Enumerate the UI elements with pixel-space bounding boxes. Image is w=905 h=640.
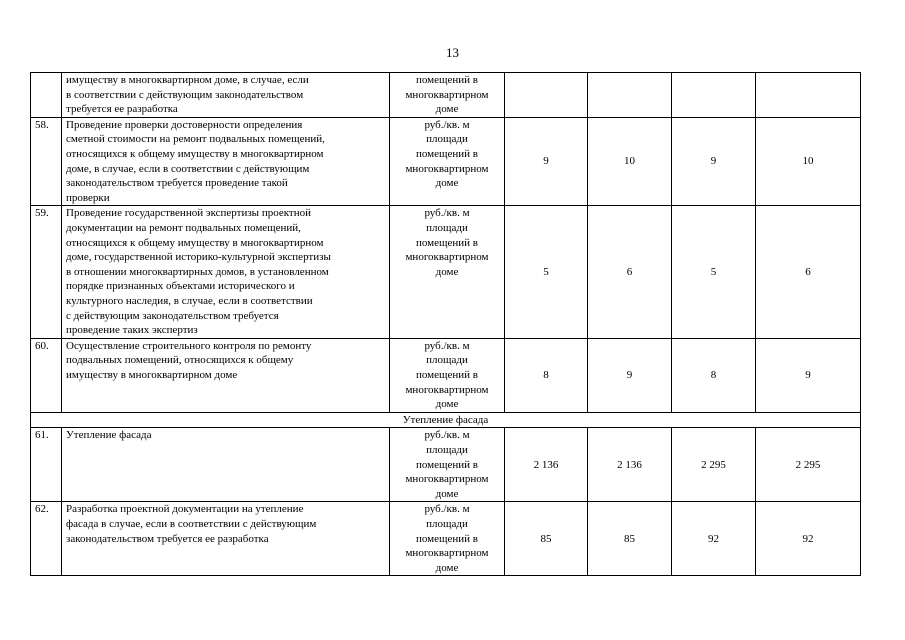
unit-line: руб./кв. м [424,503,470,516]
description-line: имуществу в многоквартирном доме, в случае, если [66,74,309,86]
table-row [31,117,861,206]
item-description [62,428,390,502]
item-description [62,206,390,338]
description-line: Утепление фасада [66,429,152,442]
item-description [62,73,390,118]
table-row [31,502,861,576]
unit-of-measure [390,338,505,412]
item-number: 58. [31,117,62,206]
description-line: с действующим законодательством требуется [66,309,279,322]
value-cell: 9 [756,338,861,412]
value-cell: 92 [756,502,861,576]
unit-line: помещений в [416,458,478,471]
description-line: фасада в случае, если в соответствии с действующим [66,517,317,530]
value-cell: 9 [588,338,672,412]
description-line: законодательством требуется проведение такой [66,177,288,190]
unit-line: многоквартирном [405,162,489,175]
description-line: в отношении многоквартирных домов, в установленном [66,265,329,278]
unit-of-measure [390,117,505,206]
unit-line: многоквартирном [405,251,489,264]
item-number [31,73,62,118]
value-cell: 2 136 [588,428,672,502]
unit-line: помещений в [416,368,478,381]
unit-line: доме [435,177,459,190]
description-line: сметной стоимости на ремонт подвальных помещений, [66,133,325,146]
unit-line: многоквартирном [405,383,489,396]
value-cell: 85 [588,502,672,576]
value-cell [505,73,588,118]
section-row [31,412,861,428]
item-number: 61. [31,428,62,502]
description-line: Осуществление строительного контроля по ремонту [66,339,312,352]
value-cell: 2 295 [672,428,756,502]
description-line: требуется ее разработка [66,103,178,116]
value-cell: 92 [672,502,756,576]
description-line: проверки [66,191,110,204]
section-title: Утепление фасада [31,412,861,428]
table-row [31,73,861,118]
unit-line: многоквартирном [405,473,489,486]
value-cell: 5 [672,206,756,338]
unit-line: доме [435,103,459,116]
unit-line: руб./кв. м [424,429,470,442]
value-cell [588,73,672,118]
description-line: имуществу в многоквартирном доме [66,368,238,381]
unit-line: площади [426,354,468,367]
description-line: Проведение государственной экспертизы проектной [66,207,312,220]
item-description [62,117,390,206]
unit-line: площади [426,443,468,456]
table-row [31,428,861,502]
unit-line: помещений в [416,532,478,545]
value-cell: 2 136 [505,428,588,502]
unit-of-measure [390,502,505,576]
value-cell: 8 [505,338,588,412]
unit-line: руб./кв. м [424,118,470,131]
value-cell: 9 [672,117,756,206]
description-line: Проведение проверки достоверности определения [66,118,303,131]
description-line: относящихся к общему имуществу в многоквартирном [66,147,324,160]
item-description [62,502,390,576]
value-cell: 6 [588,206,672,338]
description-line: проведение таких экспертиз [66,324,198,337]
unit-line: доме [435,487,459,500]
value-cell: 9 [505,117,588,206]
value-cell [756,73,861,118]
value-cell: 85 [505,502,588,576]
value-cell [672,73,756,118]
unit-line: помещений в [416,236,478,249]
tariff-table [30,72,861,576]
unit-line: площади [426,133,468,146]
value-cell: 10 [756,117,861,206]
item-number: 60. [31,338,62,412]
table-row [31,338,861,412]
description-line: порядке признанных объектами исторического и [66,280,295,293]
unit-line: доме [435,398,459,411]
table-row [31,206,861,338]
description-line: в соответствии с действующим законодательством [66,88,304,101]
item-description [62,338,390,412]
unit-line: многоквартирном [405,88,489,101]
item-number: 62. [31,502,62,576]
description-line: относящихся к общему имуществу в многоквартирном [66,236,324,249]
description-line: культурного наследия, в случае, если в соответствии [66,294,313,307]
unit-line: площади [426,221,468,234]
unit-of-measure [390,206,505,338]
unit-line: многоквартирном [405,547,489,560]
unit-of-measure [390,73,505,118]
description-line: Разработка проектной документации на утепление [66,503,304,516]
value-cell: 2 295 [756,428,861,502]
description-line: доме, в случае, если в соответствии с действующим [66,162,310,175]
unit-line: помещений в [416,147,478,160]
value-cell: 5 [505,206,588,338]
description-line: доме, государственной историко-культурной экспертизы [66,251,331,264]
description-line: документации на ремонт подвальных помещений, [66,221,301,234]
item-number: 59. [31,206,62,338]
unit-line: площади [426,517,468,530]
unit-line: руб./кв. м [424,339,470,352]
unit-line: доме [435,561,459,574]
unit-line: помещений в [416,74,478,86]
description-line: законодательством требуется ее разработка [66,532,269,545]
page-number: 13 [446,45,459,60]
unit-line: руб./кв. м [424,207,470,220]
value-cell: 10 [588,117,672,206]
description-line: подвальных помещений, относящихся к общему [66,354,294,367]
value-cell: 8 [672,338,756,412]
unit-line: доме [435,265,459,278]
unit-of-measure [390,428,505,502]
value-cell: 6 [756,206,861,338]
